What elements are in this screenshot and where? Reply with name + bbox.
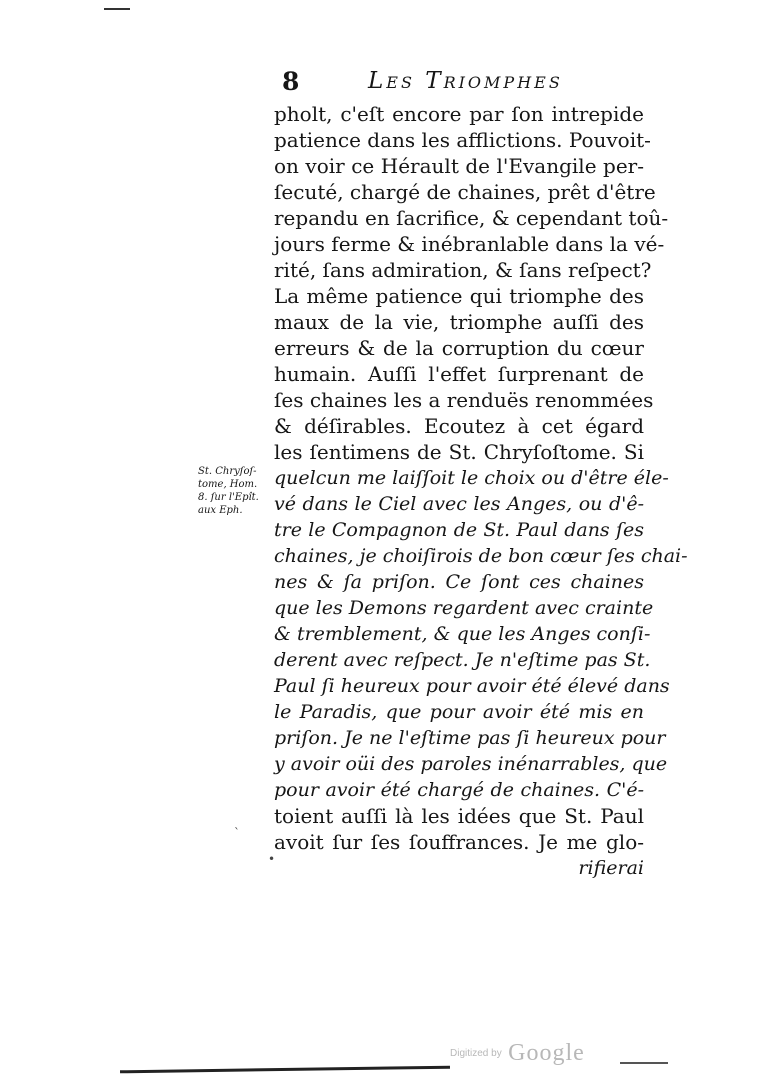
- quote-line: Paul ſi heureux pour avoir été élevé dans: [274, 675, 670, 697]
- text-line: jours ferme & inébranlable dans la vé-: [274, 232, 665, 256]
- text-line: La même patience qui triomphe des: [274, 284, 644, 308]
- quote-line: priſon. Je ne l'eſtime pas ſi heureux pour: [274, 727, 666, 749]
- margin-note-line: tome, Hom.: [198, 479, 258, 490]
- catchword: rifierai: [578, 857, 644, 879]
- quote-line: & tremblement, & que les Anges conſi-: [274, 623, 651, 645]
- text-line: pholt, c'eſt encore par ſon intrepide: [274, 102, 644, 126]
- text-line: erreurs & de la corruption du cœur: [274, 336, 644, 360]
- text-line: maux de la vie, triomphe auſſi des: [274, 310, 644, 334]
- text-line: & déſirables. Ecoutez à cet égard: [274, 414, 644, 438]
- quote-line: nes & ſa priſon. Ce ſont ces chaines: [274, 571, 644, 593]
- text-line: avoit ſur ſes ſouffrances. Je me glo-: [274, 830, 644, 854]
- text-line: on voir ce Hérault de l'Evangile per-: [274, 154, 644, 178]
- scan-edge-line: [620, 1062, 668, 1064]
- scan-edge-line: [120, 1066, 450, 1074]
- text-line: repandu en ſacrifice, & cependant toû-: [274, 206, 669, 230]
- text-line: les ſentimens de St. Chryſoſtome. Si: [274, 440, 644, 464]
- quote-line: le Paradis, que pour avoir été mis en: [274, 701, 644, 723]
- watermark-prefix: Digitized by: [450, 1048, 502, 1059]
- stray-mark: ˋ: [234, 826, 240, 840]
- text-line: ſecuté, chargé de chaines, prêt d'être: [274, 180, 656, 204]
- text-line: humain. Auſſi l'effet ſurprenant de: [274, 362, 644, 386]
- quote-line: y avoir oüi des paroles inénarrables, que: [274, 753, 668, 775]
- quote-line: tre le Compagnon de St. Paul dans ſes: [274, 519, 644, 541]
- quote-line: derent avec reſpect. Je n'eſtime pas St.: [274, 649, 651, 671]
- scan-mark: [104, 8, 130, 10]
- stray-mark: •: [268, 852, 276, 866]
- running-title: Les Triomphes: [368, 68, 563, 94]
- quote-line: pour avoir été chargé de chaines. C'é-: [274, 779, 644, 801]
- page-number: 8: [282, 67, 300, 96]
- quote-line: quelcun me laiſſoit le choix ou d'être éle-: [274, 467, 669, 489]
- body-text: [274, 101, 688, 881]
- quote-line: chaines, je choiſirois de bon cœur ſes chai-: [274, 545, 688, 567]
- text-line: toient auſſi là les idées que St. Paul: [274, 804, 644, 828]
- margin-note: [198, 465, 278, 517]
- text-line: rité, ſans admiration, & ſans reſpect?: [274, 258, 652, 282]
- margin-note-line: St. Chryſoſ-: [198, 466, 257, 477]
- margin-note-line: aux Eph.: [198, 505, 243, 516]
- quote-line: vé dans le Ciel avec les Anges, ou d'ê-: [274, 493, 644, 515]
- google-logo: Google: [508, 1040, 585, 1066]
- page-header: [282, 67, 602, 101]
- text-line: patience dans les afflictions. Pouvoit-: [274, 128, 651, 152]
- margin-note-line: 8. ſur l'Epît.: [198, 492, 259, 503]
- digitized-watermark: [450, 1040, 585, 1067]
- quote-line: que les Demons regardent avec crainte: [274, 597, 654, 619]
- text-line: ſes chaines les a renduës renommées: [274, 388, 654, 412]
